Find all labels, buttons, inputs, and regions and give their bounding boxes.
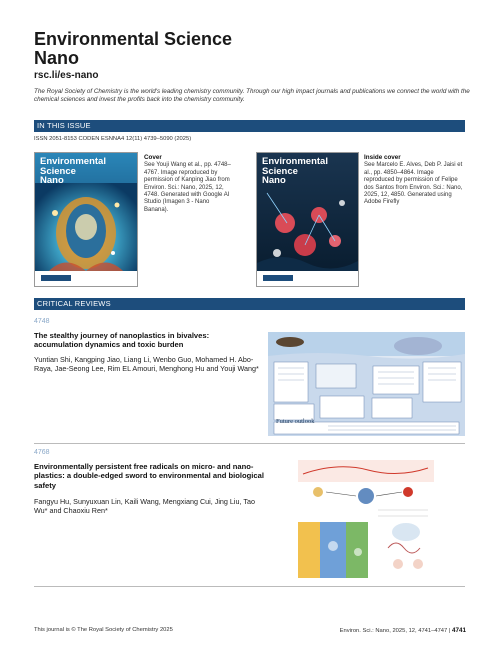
issn-line: ISSN 2051-8153 CODEN ESNNA4 12(11) 4739–5090 (2025) (34, 136, 192, 142)
article-authors: Fangyu Hu, Sunyuxuan Lin, Kaili Wang, Mengxiang Cui, Jing Liu, Tao Wu* and Chaoxiu Ren* (34, 497, 255, 516)
article-authors: Yuntian Shi, Kangping Jiao, Liang Li, Wenbo Guo, Mohamed H. Abo-Raya, Jae-Seong Lee, Rim EL Amouri, Menghong Hu and Youji Wang* (34, 355, 259, 374)
article-title[interactable]: The stealthy journey of nanoplastics in bivalves: accumulation dynamics and toxic burden (34, 331, 210, 350)
rsc-blurb: The Royal Society of Chemistry is the world's leading chemistry community. Through our high impact journals and publications we connect the world with the chemical sciences and invest the profits back into the chemistry community. (34, 88, 470, 103)
article-page-number: 4768 (34, 449, 50, 456)
graphical-abstract-caption: Future outlook (276, 418, 315, 425)
article-page-number: 4748 (34, 318, 50, 325)
inside-cover-title-line3: Nano (262, 175, 286, 186)
footer-copyright: This journal is © The Royal Society of Chemistry 2025 (34, 627, 173, 633)
graphical-abstract-figure (298, 460, 434, 578)
cover-title (40, 157, 106, 186)
inside-cover-image (256, 152, 359, 287)
cover-title-line3: Nano (40, 175, 64, 186)
journal-title-line1: Environmental Science (34, 29, 233, 49)
inside-cover-text: See Marcelo E. Alves, Deb P. Jaisi et al., pp. 4850–4864. Image reproduced by permission of Felipe dos Santos from Environ. Sci.: Nano, 2025, 12, 4850. Generated using Adobe Firefly (364, 162, 463, 206)
cover-label: Cover (144, 154, 162, 161)
cover-caption (144, 154, 232, 214)
footer-citation-text: Environ. Sci.: Nano, 2025, 12, 4741–4747 | (339, 628, 452, 634)
inside-cover-caption (364, 154, 464, 207)
cover-text: See Youji Wang et al., pp. 4748–4767. Image reproduced by permission of Kanping Jiao from Environ. Sci.: Nano, 2025, 12, 4748. Generated with Google AI Studio (Imagen 3 - Nano Banana). (144, 162, 231, 213)
footer-citation (320, 627, 466, 634)
journal-title-line2: Nano (34, 48, 79, 68)
journal-title (34, 30, 232, 68)
critical-reviews-heading: CRITICAL REVIEWS (34, 298, 465, 310)
inside-cover-title-line1: Environmental (262, 156, 328, 167)
inside-cover-title-line2: Science (262, 165, 298, 177)
cover-image (34, 152, 138, 287)
cover-title-line1: Environmental (40, 156, 106, 167)
article-divider (34, 586, 465, 587)
article-graphical-abstract (268, 332, 465, 436)
journal-url[interactable]: rsc.li/es-nano (34, 70, 99, 81)
inside-cover-label: Inside cover (364, 154, 401, 161)
footer-page-number: 4741 (451, 627, 466, 634)
article-divider (34, 443, 465, 444)
inside-cover-title (262, 157, 328, 186)
in-this-issue-heading: IN THIS ISSUE (34, 120, 465, 132)
article-title[interactable]: Environmentally persistent free radicals on micro- and nano-plastics: a double-edged sword to environmental and biological safety (34, 462, 264, 490)
article-graphical-abstract (298, 460, 434, 578)
cover-title-line2: Science (40, 165, 76, 177)
